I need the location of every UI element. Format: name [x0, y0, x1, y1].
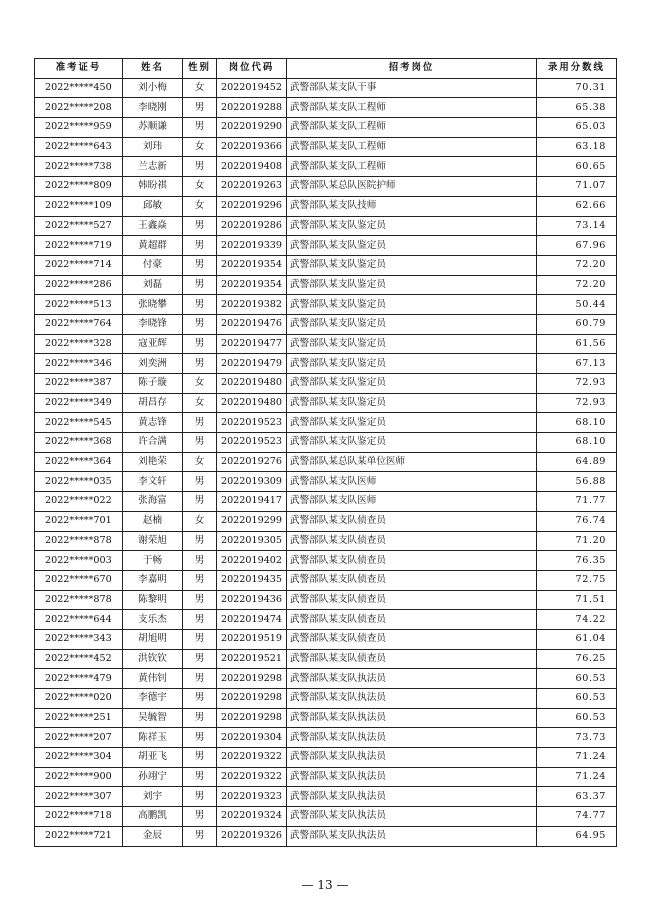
name-cell: 王鑫焱	[123, 216, 183, 236]
score-cell: 63.37	[537, 787, 617, 807]
table-row	[35, 177, 617, 197]
table-row	[35, 492, 617, 512]
name-cell: 黄伟钊	[123, 669, 183, 689]
name-cell: 胡旭明	[123, 629, 183, 649]
gender-cell: 男	[183, 334, 217, 354]
position-code-cell: 2022019276	[217, 452, 287, 472]
score-cell: 71.24	[537, 748, 617, 768]
gender-cell: 男	[183, 98, 217, 118]
position-code-cell: 2022019324	[217, 807, 287, 827]
name-cell: 谢荣旭	[123, 531, 183, 551]
gender-cell: 男	[183, 275, 217, 295]
table-row	[35, 610, 617, 630]
gender-cell: 男	[183, 551, 217, 571]
table-row	[35, 236, 617, 256]
position-cell: 武警部队某支队执法员	[287, 826, 537, 846]
exam-id-cell: 2022*****738	[35, 157, 123, 177]
name-cell: 陈子璇	[123, 374, 183, 394]
position-code-cell: 2022019521	[217, 649, 287, 669]
position-cell: 武警部队某支队侦查员	[287, 531, 537, 551]
position-code-cell: 2022019354	[217, 275, 287, 295]
exam-id-cell: 2022*****809	[35, 177, 123, 197]
gender-cell: 男	[183, 610, 217, 630]
score-cell: 72.20	[537, 255, 617, 275]
score-cell: 73.73	[537, 728, 617, 748]
gender-cell: 男	[183, 216, 217, 236]
gender-cell: 女	[183, 452, 217, 472]
position-code-cell: 2022019309	[217, 472, 287, 492]
position-code-cell: 2022019477	[217, 334, 287, 354]
table-row	[35, 689, 617, 709]
name-cell: 寇亚辉	[123, 334, 183, 354]
gender-cell: 女	[183, 393, 217, 413]
gender-cell: 男	[183, 236, 217, 256]
table-row	[35, 137, 617, 157]
position-cell: 武警部队某支队执法员	[287, 807, 537, 827]
name-cell: 金辰	[123, 826, 183, 846]
table-row	[35, 255, 617, 275]
name-cell: 高鹏凯	[123, 807, 183, 827]
position-cell: 武警部队某总队某单位医师	[287, 452, 537, 472]
score-cell: 67.13	[537, 354, 617, 374]
table-row	[35, 374, 617, 394]
exam-id-cell: 2022*****286	[35, 275, 123, 295]
score-cell: 63.18	[537, 137, 617, 157]
exam-id-cell: 2022*****450	[35, 78, 123, 98]
name-cell: 韩盼祺	[123, 177, 183, 197]
table-row	[35, 590, 617, 610]
score-cell: 71.51	[537, 590, 617, 610]
score-cell: 60.53	[537, 669, 617, 689]
position-cell: 武警部队某支队鉴定员	[287, 314, 537, 334]
position-code-cell: 2022019382	[217, 295, 287, 315]
position-cell: 武警部队某支队鉴定员	[287, 354, 537, 374]
table-row	[35, 157, 617, 177]
score-cell: 64.89	[537, 452, 617, 472]
gender-cell: 男	[183, 413, 217, 433]
score-cell: 72.93	[537, 393, 617, 413]
score-cell: 76.35	[537, 551, 617, 571]
gender-cell: 男	[183, 708, 217, 728]
position-cell: 武警部队某支队干事	[287, 78, 537, 98]
exam-id-cell: 2022*****307	[35, 787, 123, 807]
header-exam-id: 准考证号	[35, 59, 123, 79]
name-cell: 黄志锋	[123, 413, 183, 433]
table-body	[35, 78, 617, 846]
exam-id-cell: 2022*****721	[35, 826, 123, 846]
score-cell: 61.56	[537, 334, 617, 354]
gender-cell: 男	[183, 531, 217, 551]
position-cell: 武警部队某支队执法员	[287, 669, 537, 689]
position-code-cell: 2022019366	[217, 137, 287, 157]
name-cell: 刘小梅	[123, 78, 183, 98]
name-cell: 刘奕洲	[123, 354, 183, 374]
gender-cell: 男	[183, 728, 217, 748]
table-row	[35, 748, 617, 768]
name-cell: 付豪	[123, 255, 183, 275]
exam-id-cell: 2022*****513	[35, 295, 123, 315]
name-cell: 张晓攀	[123, 295, 183, 315]
name-cell: 洪钦钦	[123, 649, 183, 669]
position-cell: 武警部队某支队执法员	[287, 708, 537, 728]
name-cell: 吴毓智	[123, 708, 183, 728]
exam-id-cell: 2022*****878	[35, 531, 123, 551]
position-code-cell: 2022019523	[217, 433, 287, 453]
name-cell: 张海富	[123, 492, 183, 512]
exam-id-cell: 2022*****364	[35, 452, 123, 472]
score-cell: 68.10	[537, 413, 617, 433]
header-gender: 性别	[183, 59, 217, 79]
position-cell: 武警部队某支队执法员	[287, 689, 537, 709]
exam-id-cell: 2022*****368	[35, 433, 123, 453]
exam-id-cell: 2022*****527	[35, 216, 123, 236]
position-code-cell: 2022019326	[217, 826, 287, 846]
name-cell: 胡亚飞	[123, 748, 183, 768]
name-cell: 李晓刚	[123, 98, 183, 118]
score-cell: 65.38	[537, 98, 617, 118]
name-cell: 孙翊宁	[123, 767, 183, 787]
exam-id-cell: 2022*****022	[35, 492, 123, 512]
header-position: 招考岗位	[287, 59, 537, 79]
score-cell: 76.74	[537, 511, 617, 531]
table-row	[35, 98, 617, 118]
position-code-cell: 2022019519	[217, 629, 287, 649]
table-row	[35, 570, 617, 590]
exam-id-cell: 2022*****959	[35, 118, 123, 138]
score-cell: 71.24	[537, 767, 617, 787]
exam-id-cell: 2022*****718	[35, 807, 123, 827]
exam-id-cell: 2022*****479	[35, 669, 123, 689]
header-position-code: 岗位代码	[217, 59, 287, 79]
gender-cell: 男	[183, 590, 217, 610]
results-table	[34, 58, 617, 847]
gender-cell: 男	[183, 255, 217, 275]
gender-cell: 男	[183, 472, 217, 492]
gender-cell: 男	[183, 629, 217, 649]
position-code-cell: 2022019339	[217, 236, 287, 256]
score-cell: 50.44	[537, 295, 617, 315]
table-row	[35, 669, 617, 689]
exam-id-cell: 2022*****035	[35, 472, 123, 492]
table-row	[35, 531, 617, 551]
position-cell: 武警部队某支队鉴定员	[287, 374, 537, 394]
score-cell: 70.31	[537, 78, 617, 98]
exam-id-cell: 2022*****003	[35, 551, 123, 571]
position-code-cell: 2022019476	[217, 314, 287, 334]
name-cell: 李文轩	[123, 472, 183, 492]
table-row	[35, 826, 617, 846]
gender-cell: 女	[183, 196, 217, 216]
exam-id-cell: 2022*****208	[35, 98, 123, 118]
gender-cell: 男	[183, 295, 217, 315]
position-code-cell: 2022019523	[217, 413, 287, 433]
table-row	[35, 295, 617, 315]
name-cell: 赵楠	[123, 511, 183, 531]
score-cell: 60.53	[537, 689, 617, 709]
position-code-cell: 2022019435	[217, 570, 287, 590]
name-cell: 刘宇	[123, 787, 183, 807]
name-cell: 李德宇	[123, 689, 183, 709]
score-cell: 72.75	[537, 570, 617, 590]
position-cell: 武警部队某支队医师	[287, 472, 537, 492]
position-cell: 武警部队某支队侦查员	[287, 629, 537, 649]
score-cell: 67.96	[537, 236, 617, 256]
table-row	[35, 629, 617, 649]
gender-cell: 女	[183, 78, 217, 98]
score-cell: 56.88	[537, 472, 617, 492]
score-cell: 61.04	[537, 629, 617, 649]
score-cell: 64.95	[537, 826, 617, 846]
table-row	[35, 275, 617, 295]
gender-cell: 女	[183, 177, 217, 197]
position-cell: 武警部队某支队工程师	[287, 137, 537, 157]
position-cell: 武警部队某支队医师	[287, 492, 537, 512]
results-table-container	[34, 58, 616, 847]
exam-id-cell: 2022*****701	[35, 511, 123, 531]
position-code-cell: 2022019298	[217, 669, 287, 689]
gender-cell: 男	[183, 669, 217, 689]
table-row	[35, 728, 617, 748]
position-cell: 武警部队某支队侦查员	[287, 610, 537, 630]
exam-id-cell: 2022*****304	[35, 748, 123, 768]
exam-id-cell: 2022*****764	[35, 314, 123, 334]
gender-cell: 男	[183, 767, 217, 787]
gender-cell: 男	[183, 689, 217, 709]
position-code-cell: 2022019436	[217, 590, 287, 610]
table-row	[35, 118, 617, 138]
position-cell: 武警部队某支队工程师	[287, 98, 537, 118]
position-code-cell: 2022019479	[217, 354, 287, 374]
position-cell: 武警部队某支队工程师	[287, 118, 537, 138]
gender-cell: 男	[183, 787, 217, 807]
position-code-cell: 2022019290	[217, 118, 287, 138]
score-cell: 62.66	[537, 196, 617, 216]
score-cell: 71.07	[537, 177, 617, 197]
exam-id-cell: 2022*****643	[35, 137, 123, 157]
gender-cell: 男	[183, 157, 217, 177]
position-code-cell: 2022019322	[217, 748, 287, 768]
position-cell: 武警部队某支队执法员	[287, 767, 537, 787]
table-row	[35, 649, 617, 669]
position-cell: 武警部队某支队侦查员	[287, 570, 537, 590]
exam-id-cell: 2022*****900	[35, 767, 123, 787]
name-cell: 刘艳荣	[123, 452, 183, 472]
position-cell: 武警部队某支队执法员	[287, 728, 537, 748]
exam-id-cell: 2022*****343	[35, 629, 123, 649]
position-code-cell: 2022019480	[217, 393, 287, 413]
gender-cell: 男	[183, 649, 217, 669]
table-row	[35, 216, 617, 236]
position-cell: 武警部队某支队执法员	[287, 787, 537, 807]
position-cell: 武警部队某支队鉴定员	[287, 334, 537, 354]
table-row	[35, 196, 617, 216]
score-cell: 60.65	[537, 157, 617, 177]
exam-id-cell: 2022*****644	[35, 610, 123, 630]
position-code-cell: 2022019323	[217, 787, 287, 807]
score-cell: 73.14	[537, 216, 617, 236]
position-cell: 武警部队某支队侦查员	[287, 649, 537, 669]
score-cell: 60.53	[537, 708, 617, 728]
exam-id-cell: 2022*****349	[35, 393, 123, 413]
score-cell: 74.22	[537, 610, 617, 630]
table-row	[35, 314, 617, 334]
score-cell: 71.77	[537, 492, 617, 512]
header-score: 录用分数线	[537, 59, 617, 79]
name-cell: 胡昌存	[123, 393, 183, 413]
table-row	[35, 807, 617, 827]
exam-id-cell: 2022*****020	[35, 689, 123, 709]
position-code-cell: 2022019286	[217, 216, 287, 236]
position-cell: 武警部队某支队鉴定员	[287, 216, 537, 236]
table-row	[35, 472, 617, 492]
gender-cell: 女	[183, 511, 217, 531]
position-code-cell: 2022019480	[217, 374, 287, 394]
table-row	[35, 78, 617, 98]
exam-id-cell: 2022*****670	[35, 570, 123, 590]
position-code-cell: 2022019298	[217, 708, 287, 728]
position-cell: 武警部队某支队侦查员	[287, 551, 537, 571]
exam-id-cell: 2022*****346	[35, 354, 123, 374]
name-cell: 陈黎明	[123, 590, 183, 610]
table-row	[35, 452, 617, 472]
gender-cell: 男	[183, 354, 217, 374]
name-cell: 许合满	[123, 433, 183, 453]
table-row	[35, 354, 617, 374]
position-code-cell: 2022019305	[217, 531, 287, 551]
position-code-cell: 2022019296	[217, 196, 287, 216]
score-cell: 74.77	[537, 807, 617, 827]
gender-cell: 男	[183, 492, 217, 512]
name-cell: 李晓锋	[123, 314, 183, 334]
score-cell: 71.20	[537, 531, 617, 551]
table-row	[35, 334, 617, 354]
name-cell: 苏顺谦	[123, 118, 183, 138]
position-code-cell: 2022019452	[217, 78, 287, 98]
table-row	[35, 433, 617, 453]
page-number: — 13 —	[301, 878, 349, 892]
score-cell: 60.79	[537, 314, 617, 334]
gender-cell: 男	[183, 433, 217, 453]
gender-cell: 女	[183, 137, 217, 157]
position-cell: 武警部队某支队执法员	[287, 748, 537, 768]
score-cell: 72.20	[537, 275, 617, 295]
exam-id-cell: 2022*****109	[35, 196, 123, 216]
table-row	[35, 708, 617, 728]
position-cell: 武警部队某支队侦查员	[287, 590, 537, 610]
score-cell: 68.10	[537, 433, 617, 453]
position-cell: 武警部队某支队鉴定员	[287, 255, 537, 275]
exam-id-cell: 2022*****878	[35, 590, 123, 610]
position-cell: 武警部队某支队鉴定员	[287, 393, 537, 413]
exam-id-cell: 2022*****387	[35, 374, 123, 394]
name-cell: 刘磊	[123, 275, 183, 295]
header-name: 姓名	[123, 59, 183, 79]
position-code-cell: 2022019299	[217, 511, 287, 531]
position-code-cell: 2022019408	[217, 157, 287, 177]
table-row	[35, 551, 617, 571]
name-cell: 李嘉明	[123, 570, 183, 590]
gender-cell: 男	[183, 807, 217, 827]
table-row	[35, 413, 617, 433]
position-cell: 武警部队某支队鉴定员	[287, 275, 537, 295]
gender-cell: 男	[183, 748, 217, 768]
exam-id-cell: 2022*****719	[35, 236, 123, 256]
gender-cell: 女	[183, 374, 217, 394]
position-cell: 武警部队某支队鉴定员	[287, 236, 537, 256]
position-code-cell: 2022019474	[217, 610, 287, 630]
name-cell: 支乐杰	[123, 610, 183, 630]
name-cell: 陈祥玉	[123, 728, 183, 748]
gender-cell: 男	[183, 570, 217, 590]
exam-id-cell: 2022*****251	[35, 708, 123, 728]
position-code-cell: 2022019417	[217, 492, 287, 512]
exam-id-cell: 2022*****328	[35, 334, 123, 354]
name-cell: 邱敏	[123, 196, 183, 216]
table-row	[35, 787, 617, 807]
position-code-cell: 2022019263	[217, 177, 287, 197]
gender-cell: 男	[183, 826, 217, 846]
position-cell: 武警部队某支队工程师	[287, 157, 537, 177]
exam-id-cell: 2022*****452	[35, 649, 123, 669]
score-cell: 72.93	[537, 374, 617, 394]
name-cell: 于畅	[123, 551, 183, 571]
table-row	[35, 767, 617, 787]
position-cell: 武警部队某支队侦查员	[287, 511, 537, 531]
position-cell: 武警部队某总队医院护师	[287, 177, 537, 197]
position-code-cell: 2022019298	[217, 689, 287, 709]
table-header-row	[35, 59, 617, 79]
score-cell: 65.03	[537, 118, 617, 138]
position-code-cell: 2022019354	[217, 255, 287, 275]
position-code-cell: 2022019402	[217, 551, 287, 571]
gender-cell: 男	[183, 118, 217, 138]
gender-cell: 男	[183, 314, 217, 334]
table-row	[35, 511, 617, 531]
position-cell: 武警部队某支队鉴定员	[287, 413, 537, 433]
exam-id-cell: 2022*****545	[35, 413, 123, 433]
position-cell: 武警部队某支队技师	[287, 196, 537, 216]
position-cell: 武警部队某支队鉴定员	[287, 433, 537, 453]
position-code-cell: 2022019288	[217, 98, 287, 118]
name-cell: 兰志新	[123, 157, 183, 177]
position-cell: 武警部队某支队鉴定员	[287, 295, 537, 315]
position-code-cell: 2022019304	[217, 728, 287, 748]
table-row	[35, 393, 617, 413]
name-cell: 黄超群	[123, 236, 183, 256]
position-code-cell: 2022019322	[217, 767, 287, 787]
exam-id-cell: 2022*****207	[35, 728, 123, 748]
name-cell: 刘玮	[123, 137, 183, 157]
score-cell: 76.25	[537, 649, 617, 669]
exam-id-cell: 2022*****714	[35, 255, 123, 275]
